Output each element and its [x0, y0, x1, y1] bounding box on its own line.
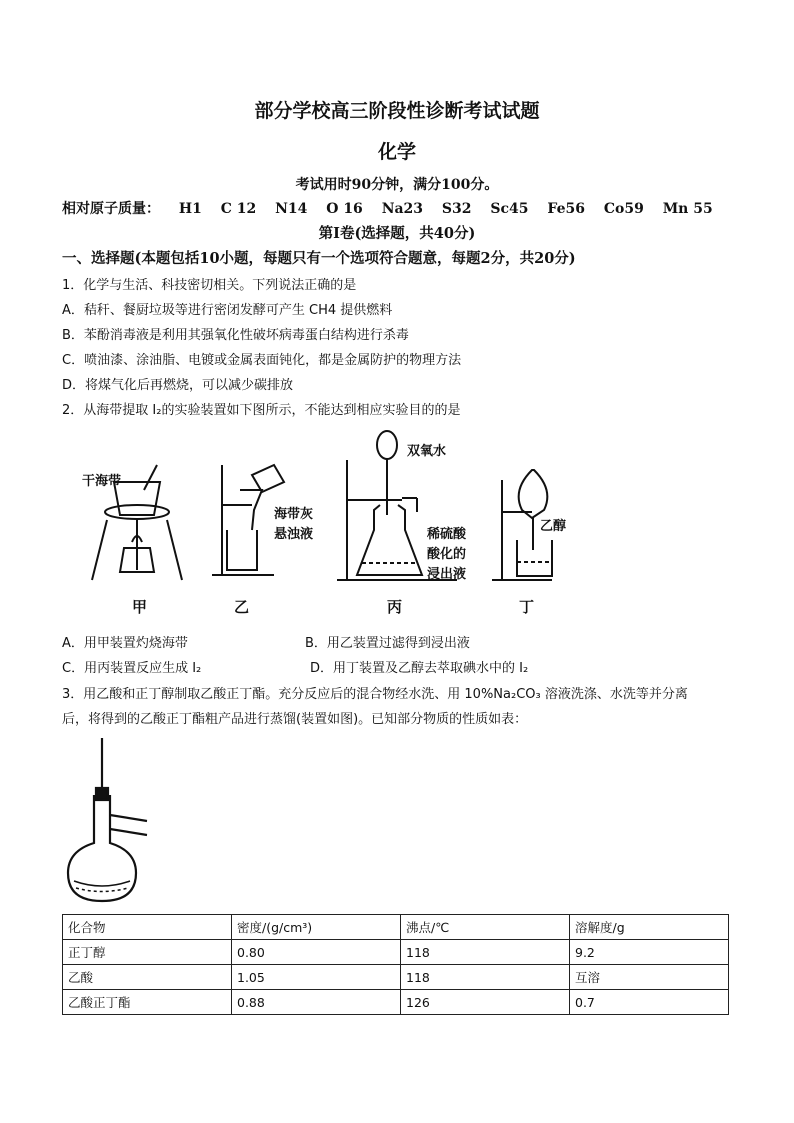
- label-acid-2: 酸化的: [427, 547, 467, 562]
- q2-option-d: D．用丁装置及乙醇去萃取碘水中的 I₂: [310, 661, 529, 676]
- table-cell: 乙酸正丁酯: [63, 990, 232, 1015]
- table-cell: 118: [401, 940, 570, 965]
- table-cell: 0.7: [570, 990, 729, 1015]
- table-cell: 正丁醇: [63, 940, 232, 965]
- table-header: 溶解度/g: [570, 915, 729, 940]
- mass-item: Co59: [603, 201, 644, 217]
- atomic-masses: [62, 198, 727, 218]
- label-ash-1: 海带灰: [274, 507, 314, 522]
- q1-stem: 1．化学与生活、科技密切相关。下列说法正确的是: [62, 278, 357, 293]
- mass-item: Fe56: [547, 201, 585, 217]
- mass-item: N14: [275, 201, 308, 217]
- table-cell: 互溶: [570, 965, 729, 990]
- table-header: 沸点/℃: [401, 915, 570, 940]
- mass-item: O 16: [326, 201, 363, 217]
- page-title: 部分学校高三阶段性诊断考试试题: [254, 100, 540, 122]
- q2-apparatus-figure: [62, 420, 567, 625]
- masses-label: 相对原子质量：: [62, 201, 160, 217]
- table-cell: 1.05: [232, 965, 401, 990]
- table-row: [63, 990, 729, 1015]
- label-ethanol: 乙醇: [540, 519, 567, 534]
- label-bing: 丙: [387, 598, 403, 616]
- q2-option-b: B．用乙装置过滤得到浸出液: [305, 636, 470, 651]
- label-acid-1: 稀硫酸: [427, 527, 467, 542]
- q1-option-b: B．苯酚消毒液是利用其强氧化性破坏病毒蛋白结构进行杀毒: [62, 328, 409, 343]
- table-header: 化合物: [63, 915, 232, 940]
- table-row: [63, 940, 729, 965]
- table-cell: 0.88: [232, 990, 401, 1015]
- mass-item: Mn 55: [662, 201, 713, 217]
- subject-title: 化学: [377, 141, 416, 163]
- table-row: [63, 965, 729, 990]
- q2-option-c: C．用丙装置反应生成 I₂: [62, 661, 202, 676]
- mass-item: H1: [178, 201, 202, 217]
- volume-heading: 第Ⅰ卷(选择题，共40分): [318, 225, 476, 242]
- properties-table: [62, 914, 729, 1015]
- time-note: 考试用时90分钟，满分100分。: [295, 177, 499, 193]
- distillation-flask-figure: [62, 733, 162, 908]
- table-cell: 9.2: [570, 940, 729, 965]
- section-heading: 一、选择题(本题包括10小题，每题只有一个选项符合题意，每题2分，共20分): [62, 250, 576, 267]
- mass-item: C 12: [220, 201, 257, 217]
- label-dry-kelp: 干海带: [82, 474, 122, 489]
- mass-item: S32: [441, 201, 472, 217]
- mass-item: Sc45: [490, 201, 529, 217]
- label-acid-3: 浸出液: [427, 567, 467, 582]
- table-header: 密度/(g/cm³): [232, 915, 401, 940]
- q3-stem-line1: 3．用乙酸和正丁醇制取乙酸正丁酯。充分反应后的混合物经水洗、用 10%Na₂CO₃ 溶液洗涤、水洗等并分离: [62, 687, 688, 702]
- label-ash-2: 悬浊液: [274, 527, 314, 542]
- label-h2o2: 双氧水: [407, 444, 447, 459]
- label-ding: 丁: [519, 598, 535, 616]
- table-header-row: [63, 915, 729, 940]
- table-cell: 126: [401, 990, 570, 1015]
- q3-stem-line2: 后，将得到的乙酸正丁酯粗产品进行蒸馏(装置如图)。已知部分物质的性质如表：: [62, 712, 528, 727]
- mass-item: Na23: [381, 201, 424, 217]
- q1-option-a: A．秸秆、餐厨垃圾等进行密闭发酵可产生 CH4 提供燃料: [62, 303, 393, 318]
- q1-option-c: C．喷油漆、涂油脂、电镀或金属表面钝化，都是金属防护的物理方法: [62, 353, 462, 368]
- q2-option-a: A．用甲装置灼烧海带: [62, 636, 188, 651]
- label-yi: 乙: [234, 598, 250, 616]
- q1-option-d: D．将煤气化后再燃烧，可以减少碳排放: [62, 378, 294, 393]
- table-cell: 乙酸: [63, 965, 232, 990]
- q2-stem: 2．从海带提取 I₂的实验装置如下图所示，不能达到相应实验目的的是: [62, 403, 461, 418]
- label-jia: 甲: [132, 598, 148, 616]
- table-cell: 118: [401, 965, 570, 990]
- table-cell: 0.80: [232, 940, 401, 965]
